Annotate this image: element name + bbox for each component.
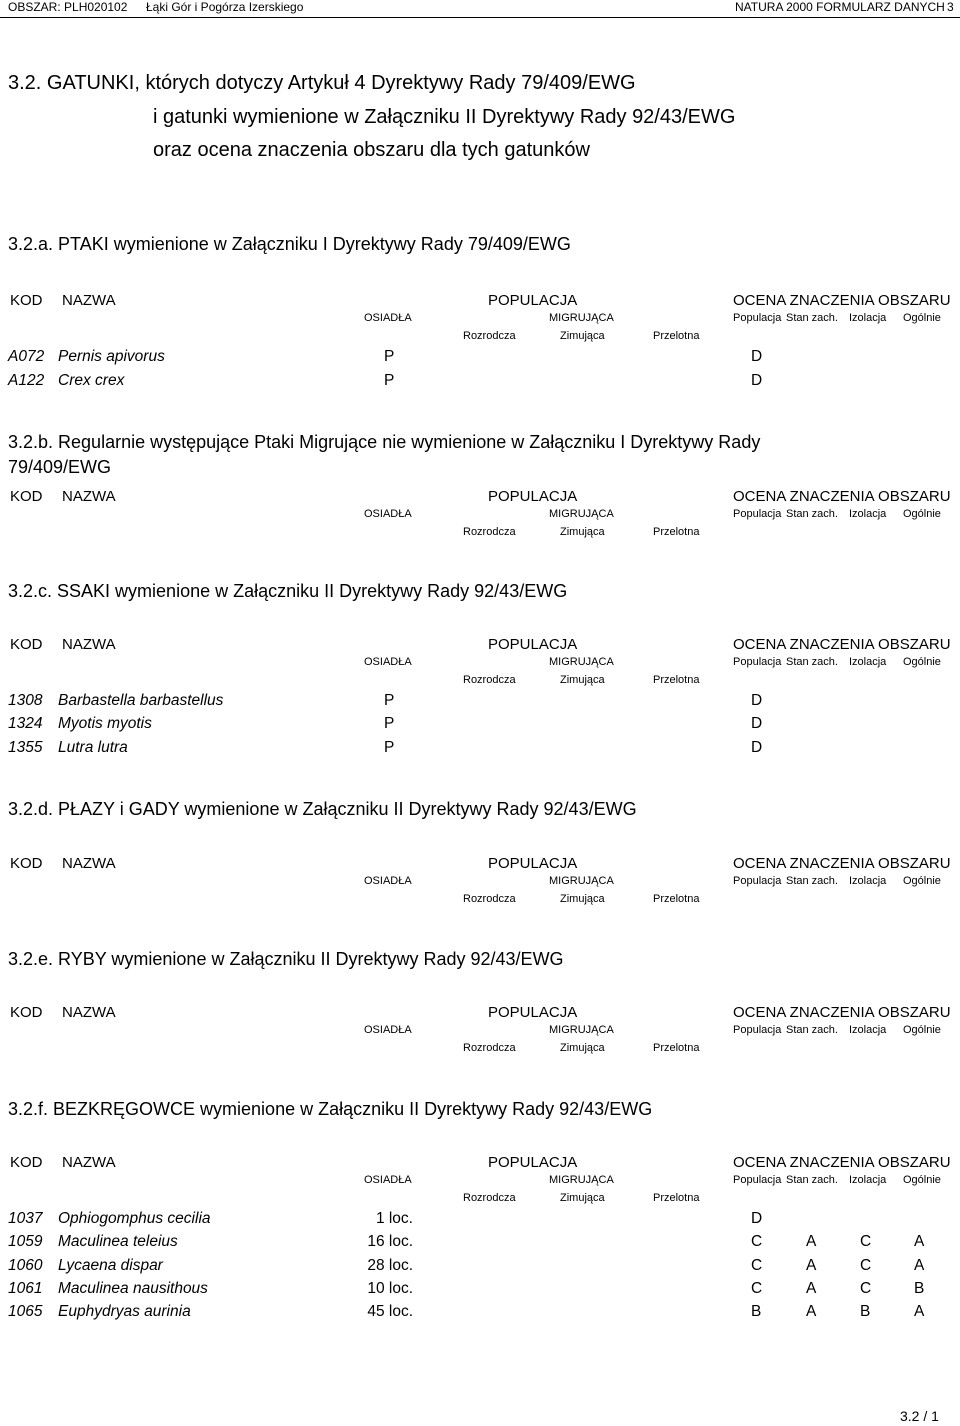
- col-header-osiadla: OSIADŁA: [364, 875, 412, 887]
- col-header-izolacja: Izolacja: [849, 508, 887, 520]
- main-title-line-2: i gatunki wymienione w Załączniku II Dyrektywy Rady 92/43/EWG: [153, 106, 736, 128]
- col-header-kod: KOD: [10, 1154, 43, 1171]
- col-header-rozrodcza: Rozrodcza: [463, 330, 516, 342]
- col-header-ocena: OCENA ZNACZENIA OBSZARU: [733, 488, 951, 505]
- col-header-przelotna: Przelotna: [653, 1042, 700, 1054]
- species-name: Maculinea nausithous: [58, 1280, 208, 1297]
- col-header-populacja-small: Populacja: [733, 1174, 782, 1186]
- assessment-isolation: C: [860, 1280, 872, 1297]
- col-header-zimujaca: Zimująca: [560, 330, 605, 342]
- assessment-population: D: [751, 692, 763, 709]
- section-title: 3.2.e. RYBY wymienione w Załączniku II Dyrektywy Rady 92/43/EWG: [8, 949, 564, 969]
- col-header-migrujaca: MIGRUJĄCA: [549, 1024, 614, 1036]
- col-header-rozrodcza: Rozrodcza: [463, 674, 516, 686]
- col-header-stan-zach: Stan zach.: [786, 1174, 838, 1186]
- assessment-population: D: [751, 739, 763, 756]
- assessment-population: D: [751, 372, 763, 389]
- col-header-stan-zach: Stan zach.: [786, 312, 838, 324]
- col-header-ocena: OCENA ZNACZENIA OBSZARU: [733, 1004, 951, 1021]
- species-code: 1355: [8, 739, 43, 756]
- assessment-population: B: [751, 1303, 762, 1320]
- col-header-ogolnie: Ogólnie: [903, 312, 941, 324]
- assessment-global: A: [914, 1257, 925, 1274]
- col-header-ogolnie: Ogólnie: [903, 875, 941, 887]
- assessment-global: A: [914, 1233, 925, 1250]
- col-header-kod: KOD: [10, 1004, 43, 1021]
- col-header-populacja-small: Populacja: [733, 312, 782, 324]
- col-header-ocena: OCENA ZNACZENIA OBSZARU: [733, 1154, 951, 1171]
- assessment-conservation: A: [806, 1303, 817, 1320]
- col-header-izolacja: Izolacja: [849, 656, 887, 668]
- col-header-populacja: POPULACJA: [488, 1154, 578, 1171]
- col-header-izolacja: Izolacja: [849, 312, 887, 324]
- main-title-line-1: 3.2. GATUNKI, których dotyczy Artykuł 4 Dyrektywy Rady 79/409/EWG: [8, 72, 636, 94]
- col-header-kod: KOD: [10, 292, 43, 309]
- assessment-global: A: [914, 1303, 925, 1320]
- col-header-zimujaca: Zimująca: [560, 1042, 605, 1054]
- species-name: Pernis apivorus: [58, 348, 165, 365]
- col-header-migrujaca: MIGRUJĄCA: [549, 508, 614, 520]
- population-resident: 10 loc.: [367, 1280, 413, 1297]
- col-header-izolacja: Izolacja: [849, 875, 887, 887]
- col-header-przelotna: Przelotna: [653, 893, 700, 905]
- col-header-nazwa: NAZWA: [62, 1004, 116, 1021]
- col-header-migrujaca: MIGRUJĄCA: [549, 656, 614, 668]
- assessment-global: B: [914, 1280, 925, 1297]
- species-name: Crex crex: [58, 372, 125, 389]
- col-header-kod: KOD: [10, 636, 43, 653]
- col-header-izolacja: Izolacja: [849, 1024, 887, 1036]
- population-resident: P: [384, 372, 395, 389]
- col-header-ocena: OCENA ZNACZENIA OBSZARU: [733, 292, 951, 309]
- assessment-population: C: [751, 1233, 763, 1250]
- col-header-kod: KOD: [10, 855, 43, 872]
- col-header-rozrodcza: Rozrodcza: [463, 526, 516, 538]
- col-header-przelotna: Przelotna: [653, 674, 700, 686]
- species-code: 1060: [8, 1257, 43, 1274]
- header-divider: [0, 17, 960, 18]
- population-resident: P: [384, 715, 395, 732]
- population-resident: 28 loc.: [367, 1257, 413, 1274]
- col-header-populacja: POPULACJA: [488, 1004, 578, 1021]
- header-form-name: NATURA 2000 FORMULARZ DANYCH: [735, 0, 945, 14]
- section-title: 3.2.b. Regularnie występujące Ptaki Migrujące nie wymienione w Załączniku I Dyrektywy Rady: [8, 432, 761, 452]
- species-code: A122: [8, 372, 45, 389]
- col-header-osiadla: OSIADŁA: [364, 312, 412, 324]
- col-header-rozrodcza: Rozrodcza: [463, 1042, 516, 1054]
- col-header-nazwa: NAZWA: [62, 292, 116, 309]
- species-name: Ophiogomphus cecilia: [58, 1210, 211, 1227]
- species-code: 1308: [8, 692, 43, 709]
- col-header-ocena: OCENA ZNACZENIA OBSZARU: [733, 636, 951, 653]
- section-title: 3.2.c. SSAKI wymienione w Załączniku II Dyrektywy Rady 92/43/EWG: [8, 581, 568, 601]
- assessment-population: D: [751, 715, 763, 732]
- col-header-przelotna: Przelotna: [653, 330, 700, 342]
- section-title-line-2: 79/409/EWG: [8, 457, 112, 477]
- assessment-isolation: C: [860, 1233, 872, 1250]
- population-resident: 16 loc.: [367, 1233, 413, 1250]
- col-header-populacja: POPULACJA: [488, 488, 578, 505]
- species-code: 1059: [8, 1233, 43, 1250]
- col-header-migrujaca: MIGRUJĄCA: [549, 312, 614, 324]
- col-header-osiadla: OSIADŁA: [364, 1024, 412, 1036]
- col-header-nazwa: NAZWA: [62, 855, 116, 872]
- col-header-populacja: POPULACJA: [488, 636, 578, 653]
- col-header-ogolnie: Ogólnie: [903, 1024, 941, 1036]
- main-title-line-3: oraz ocena znaczenia obszaru dla tych gatunków: [153, 139, 590, 161]
- assessment-conservation: A: [806, 1280, 817, 1297]
- species-code: 1037: [8, 1210, 43, 1227]
- col-header-przelotna: Przelotna: [653, 1192, 700, 1204]
- species-name: Lutra lutra: [58, 739, 128, 756]
- footer-page-number: 3.2 / 1: [900, 1408, 939, 1424]
- section-title: 3.2.d. PŁAZY i GADY wymienione w Załączniku II Dyrektywy Rady 92/43/EWG: [8, 799, 637, 819]
- col-header-rozrodcza: Rozrodcza: [463, 1192, 516, 1204]
- col-header-ogolnie: Ogólnie: [903, 508, 941, 520]
- col-header-nazwa: NAZWA: [62, 1154, 116, 1171]
- population-resident: P: [384, 692, 395, 709]
- col-header-osiadla: OSIADŁA: [364, 1174, 412, 1186]
- col-header-populacja-small: Populacja: [733, 508, 782, 520]
- assessment-isolation: C: [860, 1257, 872, 1274]
- species-name: Euphydryas aurinia: [58, 1303, 191, 1320]
- assessment-population: D: [751, 1210, 763, 1227]
- col-header-osiadla: OSIADŁA: [364, 508, 412, 520]
- population-resident: 1 loc.: [375, 1210, 413, 1227]
- col-header-migrujaca: MIGRUJĄCA: [549, 1174, 614, 1186]
- col-header-przelotna: Przelotna: [653, 526, 700, 538]
- col-header-populacja-small: Populacja: [733, 1024, 782, 1036]
- assessment-population: C: [751, 1280, 763, 1297]
- col-header-stan-zach: Stan zach.: [786, 1024, 838, 1036]
- col-header-ogolnie: Ogólnie: [903, 656, 941, 668]
- header-site-code: OBSZAR: PLH020102: [8, 0, 128, 14]
- col-header-stan-zach: Stan zach.: [786, 508, 838, 520]
- population-resident: P: [384, 348, 395, 365]
- species-name: Maculinea teleius: [58, 1233, 178, 1250]
- population-resident: 45 loc.: [367, 1303, 413, 1320]
- col-header-ogolnie: Ogólnie: [903, 1174, 941, 1186]
- col-header-izolacja: Izolacja: [849, 1174, 887, 1186]
- col-header-zimujaca: Zimująca: [560, 1192, 605, 1204]
- species-name: Barbastella barbastellus: [58, 692, 224, 709]
- species-code: 1061: [8, 1280, 43, 1297]
- species-code: 1324: [8, 715, 43, 732]
- assessment-conservation: A: [806, 1233, 817, 1250]
- col-header-stan-zach: Stan zach.: [786, 656, 838, 668]
- section-title: 3.2.a. PTAKI wymienione w Załączniku I Dyrektywy Rady 79/409/EWG: [8, 234, 571, 254]
- population-resident: P: [384, 739, 395, 756]
- col-header-stan-zach: Stan zach.: [786, 875, 838, 887]
- section-title: 3.2.f. BEZKRĘGOWCE wymienione w Załączniku II Dyrektywy Rady 92/43/EWG: [8, 1099, 653, 1119]
- col-header-ocena: OCENA ZNACZENIA OBSZARU: [733, 855, 951, 872]
- col-header-zimujaca: Zimująca: [560, 674, 605, 686]
- species-name: Myotis myotis: [58, 715, 152, 732]
- header-site-name: Łąki Gór i Pogórza Izerskiego: [146, 0, 304, 14]
- col-header-zimujaca: Zimująca: [560, 893, 605, 905]
- col-header-kod: KOD: [10, 488, 43, 505]
- col-header-rozrodcza: Rozrodcza: [463, 893, 516, 905]
- col-header-migrujaca: MIGRUJĄCA: [549, 875, 614, 887]
- species-code: A072: [8, 348, 45, 365]
- col-header-nazwa: NAZWA: [62, 636, 116, 653]
- assessment-conservation: A: [806, 1257, 817, 1274]
- col-header-populacja: POPULACJA: [488, 292, 578, 309]
- col-header-nazwa: NAZWA: [62, 488, 116, 505]
- assessment-isolation: B: [860, 1303, 871, 1320]
- col-header-populacja-small: Populacja: [733, 656, 782, 668]
- species-code: 1065: [8, 1303, 43, 1320]
- header-page-number: 3: [947, 0, 954, 14]
- assessment-population: C: [751, 1257, 763, 1274]
- col-header-zimujaca: Zimująca: [560, 526, 605, 538]
- col-header-populacja-small: Populacja: [733, 875, 782, 887]
- assessment-population: D: [751, 348, 763, 365]
- species-name: Lycaena dispar: [58, 1257, 163, 1274]
- col-header-populacja: POPULACJA: [488, 855, 578, 872]
- col-header-osiadla: OSIADŁA: [364, 656, 412, 668]
